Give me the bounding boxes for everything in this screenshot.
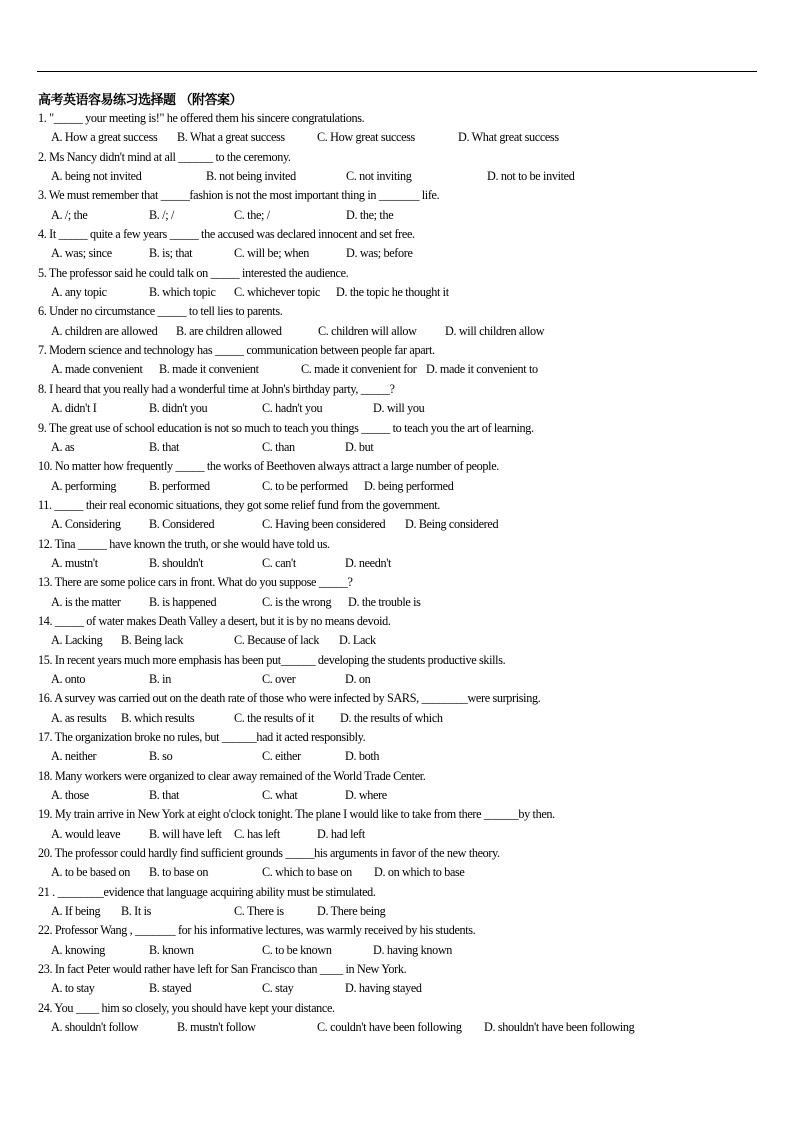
option-d: D. had left <box>317 826 365 841</box>
option-b: B. /; / <box>149 207 174 222</box>
option-c: C. not inviting <box>346 169 412 184</box>
question-stem: 22. Professor Wang , _______ for his informative lectures, was warmly received by his students. <box>38 923 476 938</box>
option-a: A. children are allowed <box>51 323 158 338</box>
option-c: C. over <box>262 671 296 686</box>
answer-options <box>51 206 758 225</box>
option-c: C. Because of lack <box>234 633 320 648</box>
answer-options <box>51 554 758 573</box>
option-b: B. so <box>149 749 173 764</box>
question-17 <box>38 728 758 767</box>
option-c: C. Having been considered <box>262 517 386 532</box>
question-stem: 8. I heard that you really had a wonderful time at John's birthday party, _____? <box>38 381 395 396</box>
answer-options <box>51 167 758 186</box>
option-a: A. is the matter <box>51 594 121 609</box>
question-list <box>38 109 758 1038</box>
option-a: A. as <box>51 439 75 454</box>
option-c: C. to be known <box>262 942 332 957</box>
answer-options <box>51 670 758 689</box>
option-b: B. is happened <box>149 594 217 609</box>
option-d: D. not to be invited <box>487 169 575 184</box>
question-21 <box>38 883 758 922</box>
option-d: D. will children allow <box>445 323 545 338</box>
option-b: B. What a great success <box>177 130 285 145</box>
option-d: D. the; the <box>346 207 394 222</box>
option-a: A. Lacking <box>51 633 103 648</box>
option-b: B. performed <box>149 478 210 493</box>
answer-options <box>51 322 758 341</box>
question-stem: 3. We must remember that _____fashion is not the most important thing in _______ life. <box>38 188 440 203</box>
question-stem: 16. A survey was carried out on the death rate of those who were infected by SARS, ________were surprising. <box>38 691 541 706</box>
question-stem: 12. Tina _____ have known the truth, or she would have told us. <box>38 536 330 551</box>
document-title: 高考英语容易练习选择题 （附答案） <box>38 93 243 108</box>
question-stem: 23. In fact Peter would rather have left for San Francisco than ____ in New York. <box>38 962 407 977</box>
option-a: A. Considering <box>51 517 121 532</box>
option-a: A. shouldn't follow <box>51 1020 139 1035</box>
answer-options <box>51 593 758 612</box>
question-stem: 9. The great use of school education is not so much to teach you things _____ to teach you the art of learning. <box>38 420 534 435</box>
option-b: B. Being lack <box>121 633 184 648</box>
option-d: D. on which to base <box>374 865 465 880</box>
option-c: C. made it convenient for <box>301 362 417 377</box>
question-4 <box>38 225 758 264</box>
option-c: C. There is <box>234 904 284 919</box>
question-stem: 6. Under no circumstance _____ to tell lies to parents. <box>38 304 283 319</box>
question-stem: 18. Many workers were organized to clear away remained of the World Trade Center. <box>38 768 426 783</box>
option-b: B. to base on <box>149 865 209 880</box>
question-12 <box>38 535 758 574</box>
option-b: B. that <box>149 439 180 454</box>
option-b: B. that <box>149 788 180 803</box>
question-16 <box>38 689 758 728</box>
option-a: A. performing <box>51 478 117 493</box>
question-8 <box>38 380 758 419</box>
answer-options <box>51 902 758 921</box>
question-stem: 13. There are some police cars in front. What do you suppose _____? <box>38 575 353 590</box>
answer-options <box>51 941 758 960</box>
option-a: A. knowing <box>51 942 106 957</box>
answer-options <box>51 283 758 302</box>
header-rule <box>37 71 757 72</box>
option-d: D. made it convenient to <box>426 362 538 377</box>
question-stem: 7. Modern science and technology has _____ communication between people far apart. <box>38 343 435 358</box>
option-c: C. whichever topic <box>234 285 321 300</box>
question-18 <box>38 767 758 806</box>
option-d: D. but <box>345 439 374 454</box>
option-d: D. on <box>345 671 371 686</box>
question-3 <box>38 186 758 225</box>
question-1 <box>38 109 758 148</box>
option-c: C. couldn't have been following <box>317 1020 462 1035</box>
option-c: C. the; / <box>234 207 270 222</box>
option-a: A. /; the <box>51 207 88 222</box>
question-7 <box>38 341 758 380</box>
question-13 <box>38 573 758 612</box>
question-stem: 4. It _____ quite a few years _____ the accused was declared innocent and set free. <box>38 227 415 242</box>
option-c: C. either <box>262 749 301 764</box>
option-a: A. didn't I <box>51 401 97 416</box>
answer-options <box>51 825 758 844</box>
option-d: D. needn't <box>345 555 392 570</box>
question-stem: 17. The organization broke no rules, but ______had it acted responsibly. <box>38 730 366 744</box>
question-stem: 24. You ____ him so closely, you should have kept your distance. <box>38 1000 335 1015</box>
question-20 <box>38 844 758 883</box>
question-stem: 1. "_____ your meeting is!" he offered them his sincere congratulations. <box>38 111 365 125</box>
option-b: B. stayed <box>149 981 192 996</box>
answer-options <box>51 747 758 766</box>
option-c: C. than <box>262 439 295 454</box>
option-a: A. How a great success <box>51 130 158 145</box>
question-stem: 14. _____ of water makes Death Valley a desert, but it is by no means devoid. <box>38 613 391 628</box>
option-c: C. what <box>262 788 298 803</box>
answer-options <box>51 128 758 147</box>
option-b: B. in <box>149 671 171 686</box>
option-a: A. made convenient <box>51 362 143 377</box>
option-b: B. will have left <box>149 826 222 841</box>
option-d: D. Lack <box>339 633 376 648</box>
option-b: B. which results <box>121 710 195 725</box>
option-d: D. the results of which <box>340 710 443 725</box>
question-stem: 2. Ms Nancy didn't mind at all ______ to the ceremony. <box>38 149 291 164</box>
option-c: C. will be; when <box>234 246 309 261</box>
option-b: B. known <box>149 942 194 957</box>
option-d: D. where <box>345 788 387 803</box>
option-a: A. neither <box>51 749 97 764</box>
option-d: D. Being considered <box>405 517 499 532</box>
question-stem: 20. The professor could hardly find sufficient grounds _____his arguments in favor of the new theory. <box>38 846 500 861</box>
question-stem: 10. No matter how frequently _____ the works of Beethoven always attract a large number of people. <box>38 459 499 474</box>
question-24 <box>38 999 758 1038</box>
option-d: D. There being <box>317 904 386 919</box>
question-stem: 11. _____ their real economic situations, they got some relief fund from the government. <box>38 497 440 512</box>
option-d: D. having stayed <box>345 981 422 996</box>
option-a: A. onto <box>51 671 86 686</box>
question-stem: 19. My train arrive in New York at eight o'clock tonight. The plane I would like to take from there ______by then. <box>38 807 555 822</box>
answer-options <box>51 244 758 263</box>
answer-options <box>51 399 758 418</box>
option-b: B. Considered <box>149 517 215 532</box>
answer-options <box>51 360 758 379</box>
option-c: C. children will allow <box>318 323 417 338</box>
option-a: A. was; since <box>51 246 112 261</box>
option-d: D. was; before <box>346 246 413 261</box>
option-c: C. stay <box>262 981 294 996</box>
option-b: B. didn't you <box>149 401 208 416</box>
option-d: D. both <box>345 749 380 764</box>
option-d: D. will you <box>373 401 425 416</box>
option-b: B. mustn't follow <box>177 1020 256 1035</box>
answer-options <box>51 631 758 650</box>
option-d: D. the trouble is <box>348 594 421 609</box>
option-a: A. to stay <box>51 981 95 996</box>
option-c: C. to be performed <box>262 478 348 493</box>
option-a: A. to be based on <box>51 865 131 880</box>
answer-options <box>51 979 758 998</box>
option-c: C. hadn't you <box>262 401 323 416</box>
answer-options <box>51 477 758 496</box>
option-a: A. would leave <box>51 826 121 841</box>
question-15 <box>38 651 758 690</box>
option-b: B. made it convenient <box>159 362 259 377</box>
question-11 <box>38 496 758 535</box>
option-d: D. having known <box>373 942 453 957</box>
option-b: B. are children allowed <box>176 323 282 338</box>
option-c: C. can't <box>262 555 296 570</box>
option-d: D. shouldn't have been following <box>484 1020 635 1035</box>
option-b: B. shouldn't <box>149 555 204 570</box>
answer-options <box>51 438 758 457</box>
answer-options <box>51 709 758 728</box>
answer-options <box>51 515 758 534</box>
question-19 <box>38 805 758 844</box>
answer-options <box>51 786 758 805</box>
question-6 <box>38 302 758 341</box>
question-10 <box>38 457 758 496</box>
option-a: A. any topic <box>51 285 107 300</box>
option-c: C. has left <box>234 826 280 841</box>
question-2 <box>38 148 758 187</box>
option-a: A. those <box>51 788 89 803</box>
answer-options <box>51 1018 758 1037</box>
option-a: A. being not invited <box>51 169 142 184</box>
question-5 <box>38 264 758 303</box>
option-c: C. which to base on <box>262 865 352 880</box>
question-22 <box>38 921 758 960</box>
option-c: C. is the wrong <box>262 594 332 609</box>
question-stem: 5. The professor said he could talk on _____ interested the audience. <box>38 265 349 280</box>
answer-options <box>51 863 758 882</box>
option-a: A. If being <box>51 904 101 919</box>
question-stem: 21 . ________evidence that language acquiring ability must be stimulated. <box>38 884 376 899</box>
question-14 <box>38 612 758 651</box>
question-9 <box>38 419 758 458</box>
option-b: B. not being invited <box>206 169 296 184</box>
question-stem: 15. In recent years much more emphasis has been put______ developing the students productive skills. <box>38 652 506 667</box>
option-c: C. How great success <box>317 130 415 145</box>
option-d: D. the topic he thought it <box>336 285 449 300</box>
option-c: C. the results of it <box>234 710 314 725</box>
option-d: D. What great success <box>458 130 559 145</box>
option-a: A. as results <box>51 710 107 725</box>
option-b: B. which topic <box>149 285 216 300</box>
question-23 <box>38 960 758 999</box>
option-b: B. It is <box>121 904 152 919</box>
option-a: A. mustn't <box>51 555 98 570</box>
option-d: D. being performed <box>364 478 454 493</box>
option-b: B. is; that <box>149 246 193 261</box>
